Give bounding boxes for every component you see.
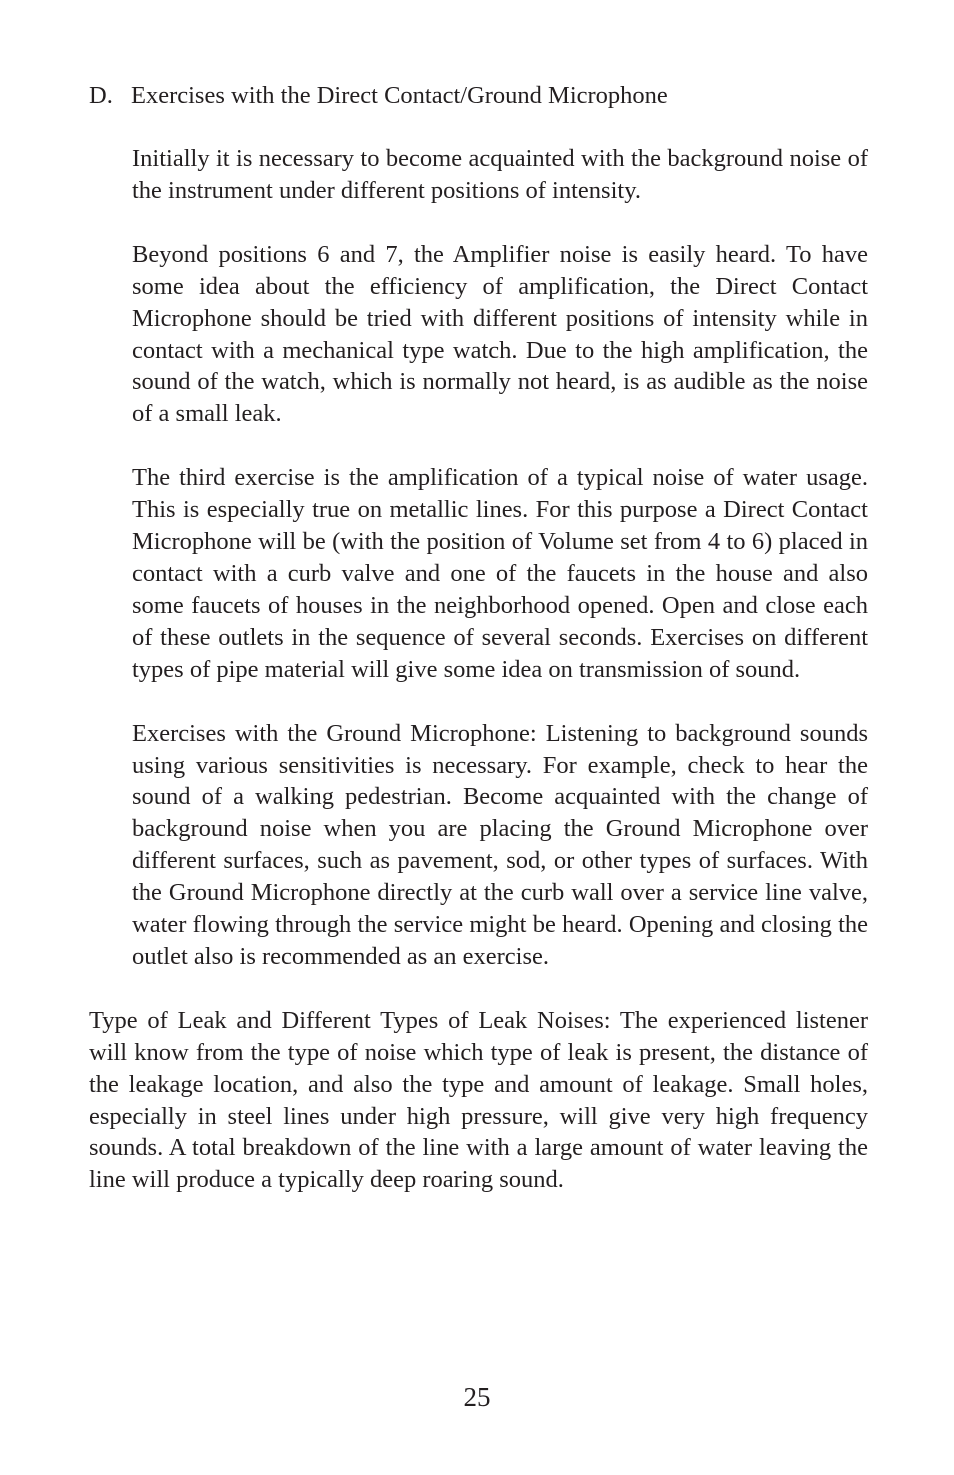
section-heading <box>89 80 868 112</box>
paragraph-water-usage-exercise: The third exercise is the amplification of a typical noise of water usage. This is especially true on metallic lines. For this purpose a Direct Contact Microphone will be (with the position of Volume set from 4 to 6) placed in contact with a curb valve and one of the faucets in the house and also some faucets of houses in the neighborhood opened. Open and close each of these outlets in the sequence of several seconds. Exercises on different types of pipe material will give some idea on transmission of sound. <box>132 464 868 683</box>
paragraph-leak-noise-types: Type of Leak and Different Types of Leak Noises: The experienced listener will know from the type of noise which type of leak is present, the distance of the leakage location, and also the type and amount of leakage. Small holes, especially in steel lines under high pressure, will give very high frequency sounds. A total breakdown of the line with a large amount of water leaving the line will produce a typically deep roaring sound. <box>89 1006 868 1194</box>
page-number: 25 <box>463 1382 491 1412</box>
section-body <box>132 143 868 973</box>
paragraph-amplifier-noise: Beyond positions 6 and 7, the Amplifier noise is easily heard. To have some idea about the efficiency of amplification, the Direct Contact Microphone should be tried with different positions of intensity while in contact with a mechanical type watch. Due to the high amplification, the sound of the watch, which is normally not heard, is as audible as the noise of a small leak. <box>132 240 868 428</box>
page-body <box>89 80 868 1228</box>
paragraph-background-noise: Initially it is necessary to become acquainted with the background noise of the instrument under different positions of intensity. <box>132 145 868 204</box>
paragraph-ground-microphone-exercise: Exercises with the Ground Microphone: Listening to background sounds using various sensitivities is necessary. For example, check to hear the sound of a walking pedestrian. Become acquainted with the change of background noise when you are placing the Ground Microphone over different surfaces, such as pavement, sod, or other types of surfaces. With the Ground Microphone directly at the curb wall over a service line valve, water flowing through the service might be heard. Opening and closing the outlet also is recommended as an exercise. <box>132 719 868 970</box>
section-title: Exercises with the Direct Contact/Ground Microphone <box>131 82 668 109</box>
section-marker: D. <box>89 82 113 109</box>
